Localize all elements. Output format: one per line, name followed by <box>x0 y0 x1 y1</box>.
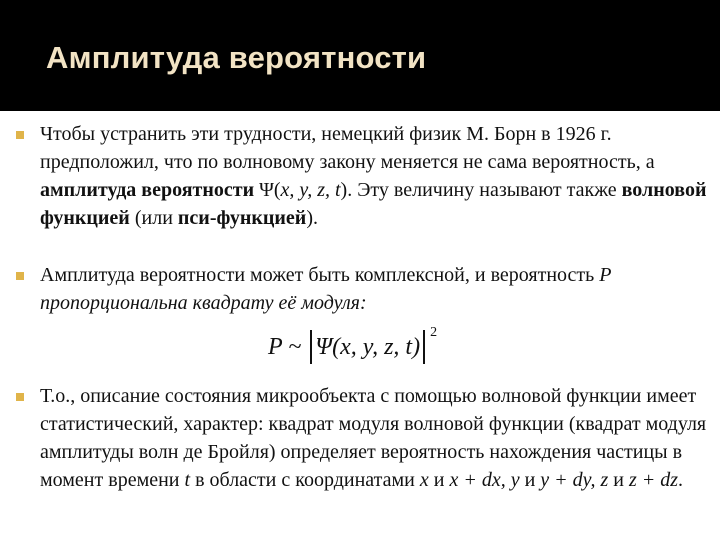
text: (или <box>129 207 178 229</box>
text: Амплитуда вероятности может быть комплексной, и вероятность <box>40 264 600 286</box>
var-range-y-z: y + dy, z <box>540 469 609 491</box>
var-range-z: z + dz <box>628 469 678 491</box>
text: и <box>428 469 450 491</box>
text: и <box>608 469 629 491</box>
text: ). <box>306 207 318 229</box>
abs-bar-left <box>310 330 312 364</box>
paragraph-born-hypothesis <box>40 120 710 232</box>
var-range-x-y: x + dx, y <box>449 469 520 491</box>
text: Ψ( <box>254 179 281 201</box>
paragraph-complex-amplitude <box>40 261 710 317</box>
var-t: t <box>184 469 191 491</box>
paragraph-statistical-interpretation <box>40 382 710 494</box>
text: Чтобы устранить эти трудности, немецкий физик М. Борн в 1926 г. предположил, что по волновому закону меняется не сама вероятность, а <box>40 123 655 173</box>
slide-title: Амплитуда вероятности <box>46 40 427 75</box>
bullet-marker <box>16 131 24 139</box>
variables: x, y, z, t <box>280 179 341 201</box>
term-wave-function: волновой функцией <box>40 179 707 229</box>
formula-probability <box>268 323 437 371</box>
formula-lhs: P ~ <box>268 333 302 360</box>
text: и <box>519 469 541 491</box>
abs-bar-right <box>423 330 425 364</box>
text: ). Эту величину называют также <box>340 179 622 201</box>
text: . <box>678 469 683 491</box>
term-probability-amplitude: амплитуда вероятности <box>40 179 255 201</box>
formula-exponent: 2 <box>430 325 438 340</box>
bullet-marker <box>16 393 24 401</box>
text: в области с координатами <box>190 469 420 491</box>
formula-psi: Ψ(x, y, z, t) <box>315 333 421 360</box>
bullet-marker <box>16 272 24 280</box>
var-x: x <box>419 469 429 491</box>
text-italic: P пропорциональна квадрату её модуля: <box>40 264 612 314</box>
text: Т.о., описание состояния микрообъекта с помощью волновой функции имеет статистический, характер: квадрат модуля волновой функции (квадрат модуля амплитуды волн де Бройля) определяет вероятность нахождения частицы в момент времени <box>40 385 707 491</box>
term-psi-function: пси-функцией <box>177 207 307 229</box>
